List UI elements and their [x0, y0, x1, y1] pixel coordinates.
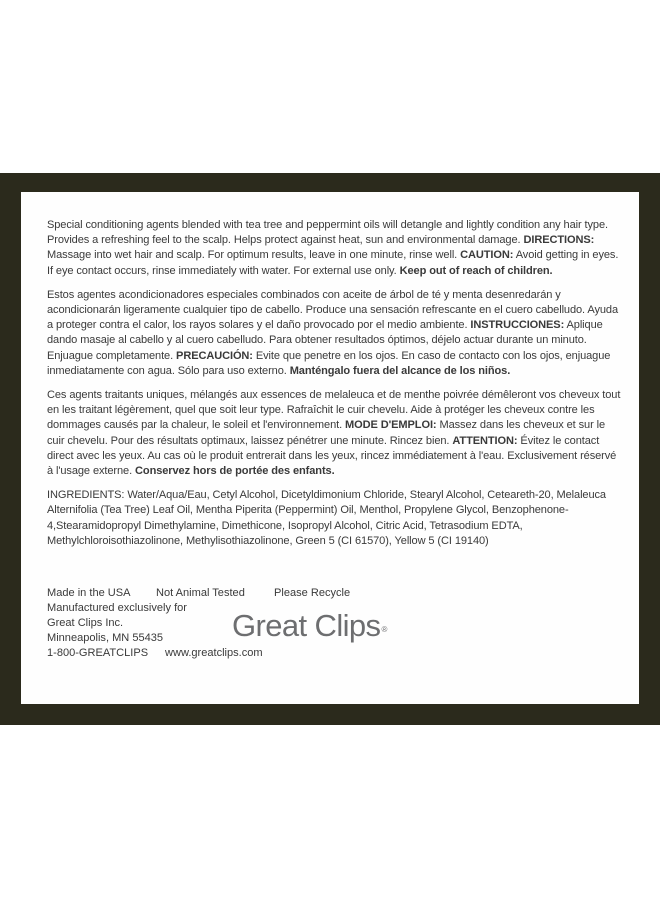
french-directions-label: MODE D'EMPLOI: [345, 419, 437, 432]
manufactured-for: Manufactured exclusively for [47, 602, 187, 614]
spanish-intro: Estos agentes acondicionadores especiales combinados con aceite de árbol de té y menta desenredarán y acondicionarán ligeramente cualquier tipo de cabello. Produce una sensación refrescante en el cuero cabelludo. Ayuda a proteger contra el calor, los rayos solares y el daño provocado por el medio ambiente. [47, 288, 619, 332]
spanish-paragraph [47, 288, 623, 379]
spanish-directions-text: Aplique dando masaje al cabello y al cuero cabelludo. Para obtener resultados óptimos, déjelo actuar durante un minuto. Enjuague completamente. [47, 319, 603, 362]
made-in-usa: Made in the USA [47, 587, 131, 599]
french-keep-out: Conservez hors de portée des enfants. [135, 465, 335, 478]
english-caution-text: Avoid getting in eyes. If eye contact occurs, rinse immediately with water. For external use only. [47, 249, 619, 277]
not-animal-tested: Not Animal Tested [156, 587, 245, 599]
website-url: www.greatclips.com [165, 647, 263, 659]
company-name: Great Clips Inc. [47, 617, 124, 629]
french-caution-label: ATTENTION: [452, 434, 518, 447]
great-clips-logo [232, 609, 387, 643]
company-city: Minneapolis, MN 55435 [47, 632, 164, 644]
spanish-caution-label: PRECAUCIÓN: [176, 349, 253, 362]
please-recycle: Please Recycle [274, 587, 351, 599]
spanish-directions-label: INSTRUCCIONES: [470, 319, 565, 332]
english-intro: Special conditioning agents blended with tea tree and peppermint oils will detangle and lightly condition any hair type. Provides a refreshing feel to the scalp. Helps protect against heat, sun and environmental damage. [47, 219, 608, 247]
english-directions-label: DIRECTIONS: [523, 234, 595, 247]
english-paragraph [47, 218, 623, 279]
french-paragraph [47, 388, 623, 479]
ingredients-paragraph: INGREDIENTS: Water/Aqua/Eau, Cetyl Alcohol, Dicetyldimonium Chloride, Stearyl Alcohol, Ceteareth-20, Melaleuca Alternifolia (Tea Tree) Leaf Oil, Mentha Piperita (Peppermint) Oil, Menthol, Propylene Glycol, Benzophenone-4,Stearamidopropyl Dimethylamine, Dimethicone, Isopropyl Alcohol, Citric Acid, Tetrasodium EDTA, Methylchloroisothiazolinone, Methylisothiazolinone, Green 5 (CI 61570), Yellow 5 (CI 19140) [47, 489, 606, 547]
english-caution-label: CAUTION: [460, 249, 514, 262]
french-intro: Ces agents traitants uniques, mélangés aux essences de melaleuca et de menthe poivrée démêleront vos cheveux tout en les traitant légèrement, quel que soit leur type. Rafraîchit le cuir chevelu. Aide à protéger les cheveux contre les dommages causés par la chaleur, le soleil et l'environnement. [47, 389, 621, 432]
english-directions-text: Massage into wet hair and scalp. For optimum results, leave in one minute, rinse well. [47, 249, 458, 262]
english-keep-out: Keep out of reach of children. [399, 264, 553, 277]
french-directions-text: Massez dans les cheveux et sur le cuir chevelu. Pour des résultats optimaux, laissez pénétrer une minute. Rincez bien. [47, 419, 606, 447]
spanish-keep-out: Manténgalo fuera del alcance de los niños. [289, 364, 511, 377]
french-caution-text: Évitez le contact direct avec les yeux. Au cas où le produit entrerait dans les yeux, rincez immédiatement à l'eau. Exclusivement réservé à l'usage externe. [47, 434, 617, 478]
logo-text: Great Clips [232, 608, 381, 643]
spanish-caution-text: Evite que penetre en los ojos. En caso de contacto con los ojos, enjuague inmediatamente con agua. Sólo para uso externo. [47, 349, 611, 377]
label-text [47, 218, 623, 558]
registered-mark: ® [381, 625, 387, 634]
phone-number: 1-800-GREATCLIPS [47, 647, 149, 659]
